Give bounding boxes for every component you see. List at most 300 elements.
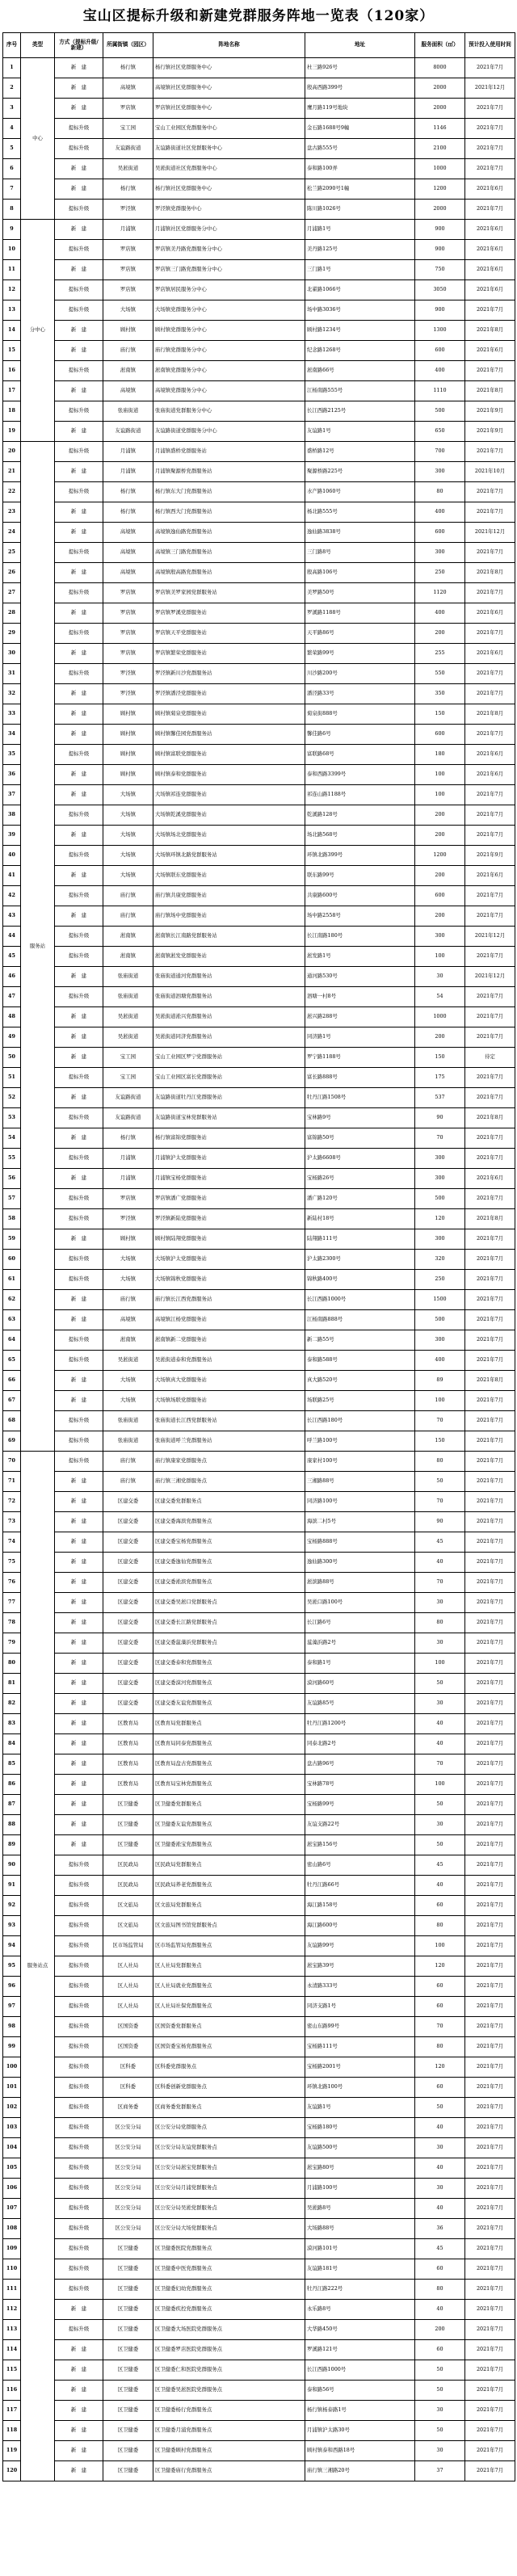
table-row — [3, 1371, 515, 1391]
column-header: 地址 — [305, 33, 415, 58]
area-cell: 1120 — [415, 583, 465, 603]
row-number: 90 — [3, 1855, 21, 1876]
district-cell: 顾村镇 — [103, 321, 153, 341]
district-cell: 庙行镇 — [103, 906, 153, 927]
district-cell: 区卫健委 — [103, 2320, 153, 2340]
site-name-cell: 淞南镇党群服务分中心 — [153, 361, 305, 381]
table-row — [3, 1290, 515, 1310]
table-row — [3, 240, 515, 260]
method-cell: 提标升级 — [55, 846, 103, 866]
area-cell: 600 — [415, 886, 465, 906]
address-cell: 美丹路125号 — [305, 240, 415, 260]
table-row — [3, 2078, 515, 2098]
area-cell: 200 — [415, 866, 465, 886]
district-cell: 大场镇 — [103, 1270, 153, 1290]
method-cell: 提标升级 — [55, 1250, 103, 1270]
district-cell: 区建交委 — [103, 1613, 153, 1633]
row-number: 89 — [3, 1835, 21, 1855]
row-number: 60 — [3, 1250, 21, 1270]
row-number: 58 — [3, 1209, 21, 1229]
area-cell: 200 — [415, 2320, 465, 2340]
district-cell: 顾村镇 — [103, 1229, 153, 1250]
district-cell: 区公安分局 — [103, 2138, 153, 2158]
address-cell: 沪太路2300号 — [305, 1250, 415, 1270]
site-name-cell: 杨行镇富锦党群服务站 — [153, 1128, 305, 1149]
row-number: 28 — [3, 603, 21, 624]
site-name-cell: 区市场监管局党群服务点 — [153, 1936, 305, 1956]
method-cell: 新 建 — [55, 644, 103, 664]
site-name-cell: 罗店镇繁荣党群服务站 — [153, 644, 305, 664]
row-number: 79 — [3, 1633, 21, 1654]
area-cell: 150 — [415, 1431, 465, 1452]
date-cell: 2021年7月 — [465, 1633, 515, 1654]
column-header: 服务面积（㎡） — [415, 33, 465, 58]
district-cell: 张庙街道 — [103, 987, 153, 1007]
district-cell: 顾村镇 — [103, 765, 153, 785]
area-cell: 180 — [415, 745, 465, 765]
date-cell: 2021年7月 — [465, 1613, 515, 1633]
method-cell: 新 建 — [55, 78, 103, 99]
area-cell: 3050 — [415, 280, 465, 300]
site-name-cell: 区民政局党群服务点 — [153, 1855, 305, 1876]
site-name-cell: 区卫健委杨行党群服务点 — [153, 2401, 305, 2421]
address-cell: 聚源桥路225号 — [305, 462, 415, 482]
date-cell: 2021年7月 — [465, 2098, 515, 2118]
site-name-cell: 区教育局同泰党群服务点 — [153, 1734, 305, 1754]
row-number: 39 — [3, 826, 21, 846]
address-cell: 蕰藻浜路2号 — [305, 1633, 415, 1654]
table-row — [3, 1128, 515, 1149]
site-name-cell: 大场镇乾溪党群服务站 — [153, 805, 305, 826]
site-name-cell: 大场镇锦秋党群服务站 — [153, 1270, 305, 1290]
table-row — [3, 2219, 515, 2239]
site-name-cell: 宝山工业园区党群服务中心 — [153, 119, 305, 139]
row-number: 109 — [3, 2239, 21, 2259]
district-cell: 大场镇 — [103, 1391, 153, 1411]
district-cell: 吴淞街道 — [103, 1351, 153, 1371]
district-cell: 罗店镇 — [103, 624, 153, 644]
area-cell: 100 — [415, 1391, 465, 1411]
date-cell: 2021年7月 — [465, 805, 515, 826]
date-cell: 2021年8月 — [465, 704, 515, 725]
district-cell: 区教育局 — [103, 1734, 153, 1754]
site-name-cell: 区卫健委罗店医院党群服务点 — [153, 2340, 305, 2360]
method-cell: 提标升级 — [55, 2280, 103, 2300]
row-number: 53 — [3, 1108, 21, 1128]
method-cell: 提标升级 — [55, 2179, 103, 2199]
method-cell: 新 建 — [55, 704, 103, 725]
site-name-cell: 区卫健委大场医院党群服务点 — [153, 2320, 305, 2340]
area-cell: 537 — [415, 1088, 465, 1108]
table-row — [3, 179, 515, 200]
area-cell: 150 — [415, 1048, 465, 1068]
row-number: 107 — [3, 2199, 21, 2219]
site-name-cell: 罗店镇潘广党群服务站 — [153, 1189, 305, 1209]
site-name-cell: 罗泾镇新陆党群服务站 — [153, 1209, 305, 1229]
address-cell: 场北路568号 — [305, 826, 415, 846]
area-cell: 30 — [415, 2441, 465, 2461]
row-number: 23 — [3, 502, 21, 523]
date-cell: 2021年7月 — [465, 1654, 515, 1674]
district-cell: 庙行镇 — [103, 1290, 153, 1310]
address-cell: 川沙路200号 — [305, 664, 415, 684]
address-cell: 月浦镇沪太路30号 — [305, 2421, 415, 2441]
method-cell: 提标升级 — [55, 664, 103, 684]
area-cell: 40 — [415, 2118, 465, 2138]
district-cell: 罗泾镇 — [103, 200, 153, 220]
district-cell: 区教育局 — [103, 1714, 153, 1734]
row-number: 92 — [3, 1896, 21, 1916]
row-number: 55 — [3, 1149, 21, 1169]
district-cell: 吴淞街道 — [103, 159, 153, 179]
method-cell: 新 建 — [55, 179, 103, 200]
district-cell: 淞南镇 — [103, 947, 153, 967]
method-cell: 提标升级 — [55, 482, 103, 502]
address-cell: 大华路450号 — [305, 2320, 415, 2340]
area-cell: 900 — [415, 240, 465, 260]
row-number: 59 — [3, 1229, 21, 1250]
address-cell: 长江西路2125号 — [305, 401, 415, 422]
district-cell: 区建交委 — [103, 1654, 153, 1674]
row-number: 34 — [3, 725, 21, 745]
district-cell: 区卫健委 — [103, 1815, 153, 1835]
site-name-cell: 高境镇党群服务分中心 — [153, 381, 305, 401]
district-cell: 区建交委 — [103, 1492, 153, 1512]
table-row — [3, 1654, 515, 1674]
method-cell: 提标升级 — [55, 1209, 103, 1229]
table-row — [3, 1007, 515, 1027]
table-row — [3, 704, 515, 725]
method-cell: 提标升级 — [55, 401, 103, 422]
method-cell: 新 建 — [55, 563, 103, 583]
address-cell: 海滨二村5号 — [305, 1512, 415, 1532]
site-name-cell: 顾村镇馨佳园党群服务站 — [153, 725, 305, 745]
date-cell: 2021年7月 — [465, 2239, 515, 2259]
site-name-cell: 区卫健委党群服务点 — [153, 1795, 305, 1815]
address-cell: 友谊路1号 — [305, 422, 415, 442]
date-cell: 2021年7月 — [465, 2320, 515, 2340]
address-cell: 逸仙路3838号 — [305, 523, 415, 543]
address-cell: 康家村100号 — [305, 1452, 415, 1472]
method-cell: 新 建 — [55, 462, 103, 482]
row-number: 32 — [3, 684, 21, 704]
area-cell: 80 — [415, 1613, 465, 1633]
area-cell: 1300 — [415, 321, 465, 341]
area-cell: 40 — [415, 1714, 465, 1734]
site-name-cell: 区建交委海滨党群服务点 — [153, 1512, 305, 1532]
row-number: 103 — [3, 2118, 21, 2138]
row-number: 80 — [3, 1654, 21, 1674]
table-row — [3, 765, 515, 785]
row-number: 68 — [3, 1411, 21, 1431]
table-row — [3, 1754, 515, 1775]
address-cell: 宝林路78号 — [305, 1775, 415, 1795]
address-cell: 新陆村18号 — [305, 1209, 415, 1229]
area-cell: 89 — [415, 1371, 465, 1391]
date-cell: 2021年7月 — [465, 2340, 515, 2360]
address-cell: 淞发路1号 — [305, 947, 415, 967]
site-name-cell: 大场镇场北党群服务站 — [153, 826, 305, 846]
district-cell: 庙行镇 — [103, 1472, 153, 1492]
area-cell: 120 — [415, 1956, 465, 1977]
method-cell: 新 建 — [55, 1694, 103, 1714]
area-cell: 50 — [415, 1472, 465, 1492]
district-cell: 顾村镇 — [103, 725, 153, 745]
address-cell: 宝杨路111号 — [305, 2037, 415, 2057]
area-cell: 900 — [415, 300, 465, 321]
district-cell: 月浦镇 — [103, 442, 153, 462]
area-cell: 250 — [415, 563, 465, 583]
area-cell: 1000 — [415, 1007, 465, 1027]
row-number: 112 — [3, 2300, 21, 2320]
row-number: 49 — [3, 1027, 21, 1048]
area-cell: 300 — [415, 1149, 465, 1169]
table-row — [3, 987, 515, 1007]
area-cell: 70 — [415, 1573, 465, 1593]
date-cell: 2021年7月 — [465, 1855, 515, 1876]
table-row — [3, 1795, 515, 1815]
site-name-cell: 淞南镇新二党群服务站 — [153, 1330, 305, 1351]
address-cell: 杜三路926号 — [305, 58, 415, 78]
area-cell: 1110 — [415, 381, 465, 401]
row-number: 44 — [3, 927, 21, 947]
site-name-cell: 区公安分局吴淞党群服务点 — [153, 2199, 305, 2219]
row-number: 43 — [3, 906, 21, 927]
district-cell: 顾村镇 — [103, 745, 153, 765]
method-cell: 新 建 — [55, 220, 103, 240]
area-cell: 750 — [415, 260, 465, 280]
date-cell: 2021年6月 — [465, 765, 515, 785]
district-cell: 月浦镇 — [103, 1149, 153, 1169]
row-number: 64 — [3, 1330, 21, 1351]
method-cell: 新 建 — [55, 1492, 103, 1512]
district-cell: 月浦镇 — [103, 1169, 153, 1189]
method-cell: 新 建 — [55, 1128, 103, 1149]
address-cell: 同济路100号 — [305, 1492, 415, 1512]
date-cell: 2021年7月 — [465, 58, 515, 78]
row-number: 17 — [3, 381, 21, 401]
method-cell: 提标升级 — [55, 139, 103, 159]
row-number: 20 — [3, 442, 21, 462]
row-number: 18 — [3, 401, 21, 422]
row-number: 66 — [3, 1371, 21, 1391]
method-cell: 新 建 — [55, 1532, 103, 1553]
area-cell: 200 — [415, 826, 465, 846]
table-row — [3, 2259, 515, 2280]
district-cell: 区公安分局 — [103, 2179, 153, 2199]
address-cell: 同泰北路2号 — [305, 1734, 415, 1754]
table-row — [3, 159, 515, 179]
method-cell: 新 建 — [55, 2441, 103, 2461]
row-number: 116 — [3, 2381, 21, 2401]
area-cell: 80 — [415, 2037, 465, 2057]
date-cell: 2021年7月 — [465, 906, 515, 927]
area-cell: 120 — [415, 1209, 465, 1229]
site-name-cell: 区卫健委吴淞医院党群服务点 — [153, 2381, 305, 2401]
row-number: 10 — [3, 240, 21, 260]
row-number: 105 — [3, 2158, 21, 2179]
site-name-cell: 大场镇真大党群服务站 — [153, 1371, 305, 1391]
address-cell: 殷高路106号 — [305, 563, 415, 583]
area-cell: 2000 — [415, 99, 465, 119]
site-name-cell: 罗店镇居民服务分中心 — [153, 280, 305, 300]
area-cell: 1200 — [415, 179, 465, 200]
address-cell: 漠河路101号 — [305, 2239, 415, 2259]
district-cell: 张庙街道 — [103, 401, 153, 422]
site-name-cell: 区卫健委顾村党群服务点 — [153, 2441, 305, 2461]
area-cell: 600 — [415, 725, 465, 745]
row-number: 22 — [3, 482, 21, 502]
area-cell: 200 — [415, 1027, 465, 1048]
area-cell: 40 — [415, 2300, 465, 2320]
address-cell: 三湘路88号 — [305, 1472, 415, 1492]
method-cell: 提标升级 — [55, 1936, 103, 1956]
row-number: 115 — [3, 2360, 21, 2381]
table-row — [3, 2158, 515, 2179]
date-cell: 2021年7月 — [465, 1815, 515, 1835]
method-cell: 提标升级 — [55, 886, 103, 906]
row-number: 54 — [3, 1128, 21, 1149]
date-cell: 2021年6月 — [465, 220, 515, 240]
area-cell: 30 — [415, 1815, 465, 1835]
site-name-cell: 区卫健委中医党群服务点 — [153, 2259, 305, 2280]
date-cell: 2021年7月 — [465, 1896, 515, 1916]
row-number: 8 — [3, 200, 21, 220]
district-cell: 月浦镇 — [103, 220, 153, 240]
district-cell: 大场镇 — [103, 866, 153, 886]
site-name-cell: 区人社局就业党群服务点 — [153, 1977, 305, 1997]
site-name-cell: 月浦镇盛桥党群服务站 — [153, 442, 305, 462]
table-row — [3, 826, 515, 846]
row-number: 5 — [3, 139, 21, 159]
date-cell: 2021年8月 — [465, 1108, 515, 1128]
site-name-cell: 区文旅局图书馆党群服务点 — [153, 1916, 305, 1936]
date-cell: 2021年7月 — [465, 664, 515, 684]
table-header-row — [3, 33, 515, 58]
site-name-cell: 高境镇殷高路党群服务站 — [153, 563, 305, 583]
table-row — [3, 1876, 515, 1896]
site-name-cell: 淞南镇长江南路党群服务站 — [153, 927, 305, 947]
method-cell: 提标升级 — [55, 1916, 103, 1936]
district-cell: 吴淞街道 — [103, 1027, 153, 1048]
district-cell: 友谊路街道 — [103, 1088, 153, 1108]
table-row — [3, 664, 515, 684]
site-name-cell: 区卫健委月浦党群服务点 — [153, 2421, 305, 2441]
table-row — [3, 200, 515, 220]
method-cell: 新 建 — [55, 826, 103, 846]
site-name-cell: 月浦镇宝杨党群服务站 — [153, 1169, 305, 1189]
table-row — [3, 1613, 515, 1633]
row-number: 85 — [3, 1754, 21, 1775]
address-cell: 漠河路60号 — [305, 1674, 415, 1694]
row-number: 108 — [3, 2219, 21, 2239]
site-name-cell: 张庙街道长江西党群服务站 — [153, 1411, 305, 1431]
row-number: 95 — [3, 1956, 21, 1977]
table-row — [3, 1391, 515, 1411]
method-cell: 新 建 — [55, 866, 103, 886]
address-cell: 北翟路1066号 — [305, 280, 415, 300]
district-cell: 罗泾镇 — [103, 664, 153, 684]
site-name-cell: 区卫健委庙行党群服务点 — [153, 2461, 305, 2481]
method-cell: 新 建 — [55, 1674, 103, 1694]
district-cell: 大场镇 — [103, 300, 153, 321]
type-cell: 中心 — [21, 58, 55, 220]
date-cell: 2021年7月 — [465, 583, 515, 603]
date-cell: 2021年7月 — [465, 1411, 515, 1431]
date-cell: 2021年12月 — [465, 78, 515, 99]
table-row — [3, 785, 515, 805]
date-cell: 2021年7月 — [465, 2421, 515, 2441]
address-cell: 富锦路50号 — [305, 1128, 415, 1149]
district-cell: 区卫健委 — [103, 1835, 153, 1855]
table-row — [3, 2421, 515, 2441]
site-name-cell: 罗店镇社区党群服务中心 — [153, 99, 305, 119]
address-cell: 泰和西路3399号 — [305, 765, 415, 785]
row-number: 81 — [3, 1674, 21, 1694]
row-number: 6 — [3, 159, 21, 179]
address-cell: 富长路888号 — [305, 1068, 415, 1088]
address-cell: 顾村镇泰和西路18号 — [305, 2441, 415, 2461]
site-name-cell: 区民政局养老党群服务点 — [153, 1876, 305, 1896]
site-name-cell: 区人社局党群服务点 — [153, 1956, 305, 1977]
area-cell: 8000 — [415, 58, 465, 78]
address-cell: 逸仙路300号 — [305, 1553, 415, 1573]
area-cell: 50 — [415, 1835, 465, 1855]
site-name-cell: 区教育局党群服务点 — [153, 1714, 305, 1734]
row-number: 42 — [3, 886, 21, 906]
row-number: 7 — [3, 179, 21, 200]
row-number: 84 — [3, 1734, 21, 1754]
row-number: 78 — [3, 1613, 21, 1633]
method-cell: 新 建 — [55, 1310, 103, 1330]
date-cell: 2021年6月 — [465, 644, 515, 664]
method-cell: 新 建 — [55, 2300, 103, 2320]
method-cell: 提标升级 — [55, 2078, 103, 2098]
area-cell: 70 — [415, 1411, 465, 1431]
district-cell: 罗店镇 — [103, 240, 153, 260]
site-name-cell: 张庙街道泗塘党群服务站 — [153, 987, 305, 1007]
method-cell: 新 建 — [55, 1553, 103, 1573]
table-row — [3, 1229, 515, 1250]
row-number: 74 — [3, 1532, 21, 1553]
method-cell: 提标升级 — [55, 1956, 103, 1977]
site-name-cell: 张庙街道党群服务分中心 — [153, 401, 305, 422]
table-row — [3, 119, 515, 139]
method-cell: 新 建 — [55, 725, 103, 745]
date-cell: 2021年7月 — [465, 1512, 515, 1532]
address-cell: 江杨南路888号 — [305, 1310, 415, 1330]
district-cell: 吴淞街道 — [103, 1007, 153, 1027]
date-cell: 2021年7月 — [465, 1149, 515, 1169]
method-cell: 新 建 — [55, 58, 103, 78]
table-row — [3, 422, 515, 442]
method-cell: 提标升级 — [55, 119, 103, 139]
site-name-cell: 友谊路街道宝林党群服务站 — [153, 1108, 305, 1128]
area-cell: 400 — [415, 1351, 465, 1371]
area-cell: 2100 — [415, 139, 465, 159]
date-cell: 2021年7月 — [465, 1936, 515, 1956]
area-cell: 1146 — [415, 119, 465, 139]
row-number: 110 — [3, 2259, 21, 2280]
site-name-cell: 区卫健委医院党群服务点 — [153, 2239, 305, 2259]
table-row — [3, 684, 515, 704]
area-cell: 300 — [415, 1229, 465, 1250]
method-cell: 新 建 — [55, 1795, 103, 1815]
table-row — [3, 139, 515, 159]
date-cell: 2021年12月 — [465, 927, 515, 947]
address-cell: 陆翔路111号 — [305, 1229, 415, 1250]
address-cell: 牡丹江路66号 — [305, 1876, 415, 1896]
